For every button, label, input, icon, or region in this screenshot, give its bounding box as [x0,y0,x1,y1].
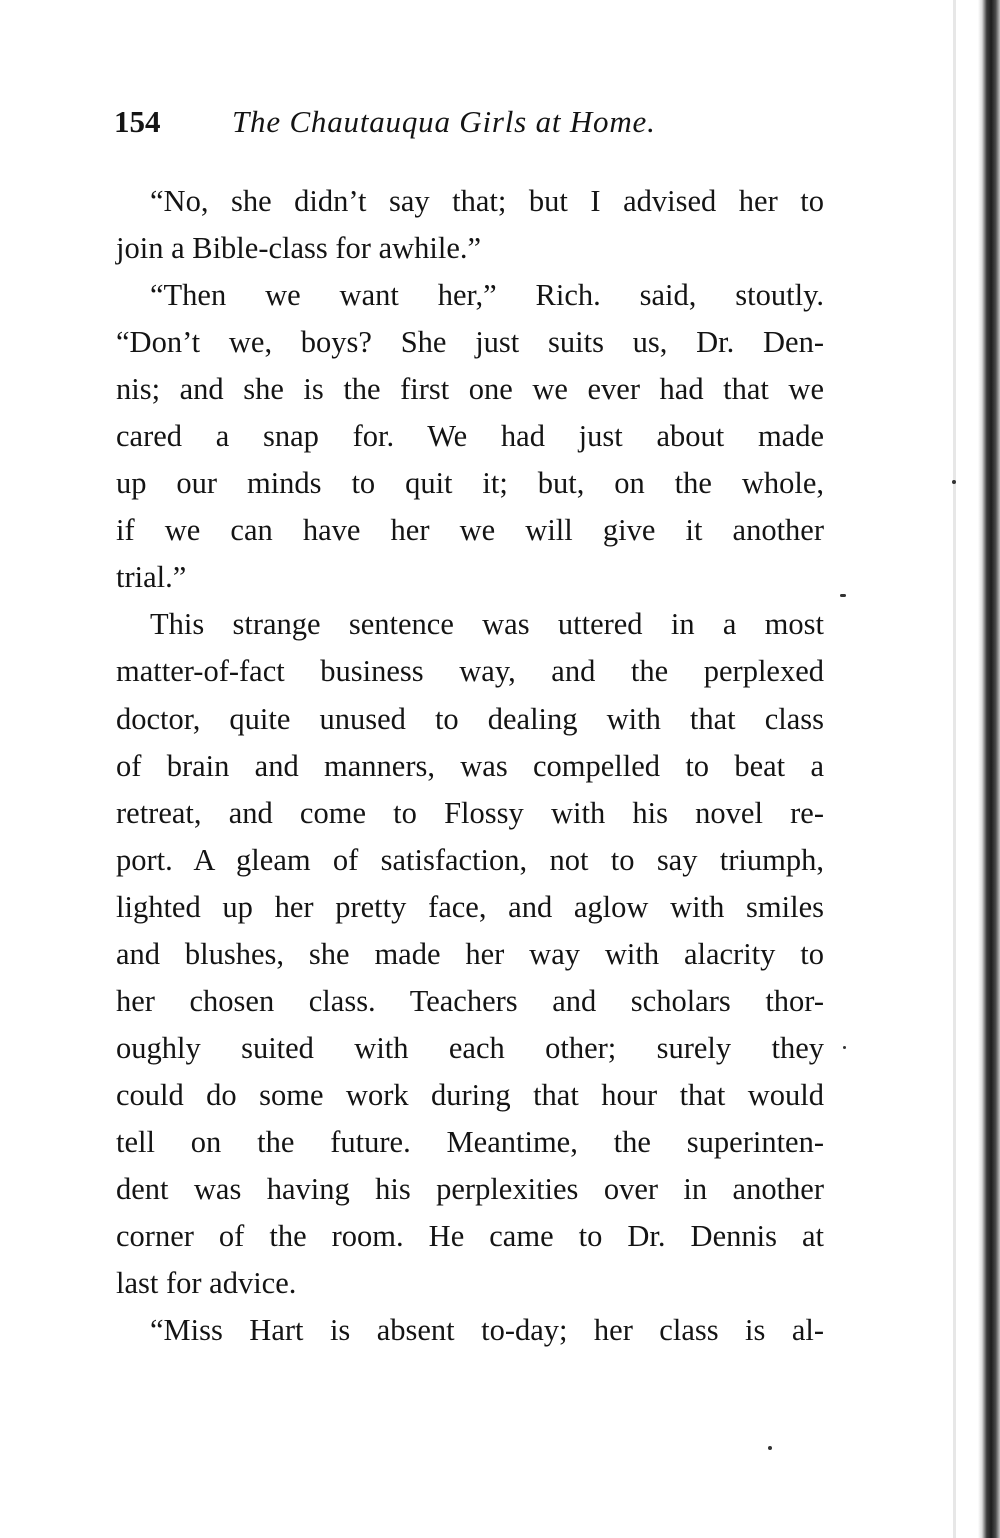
text-line: if we can have her we will give it another [116,513,824,548]
print-speck [840,594,846,597]
text-line: port. A gleam of satisfaction, not to say triumph, [116,842,824,877]
text-line: matter-of-fact business way, and the perplexed [116,654,824,689]
text-line: dent was having his perplexities over in another [116,1171,824,1206]
text-line: “Don’t we, boys? She just suits us, Dr. Den- [116,325,824,360]
text-line: last for advice. [116,1266,297,1301]
body-text [116,178,824,1398]
text-line: “No, she didn’t say that; but I advised her to [150,184,824,218]
text-line: and blushes, she made her way with alacrity to [116,936,824,971]
page-edge-binding [978,0,1000,1538]
page-gutter-shadow [953,0,956,1538]
text-line: her chosen class. Teachers and scholars thor- [116,983,824,1018]
running-head [114,100,834,144]
text-line: could do some work during that hour that would [116,1077,824,1112]
print-speck [843,1046,846,1049]
print-speck [952,480,956,484]
text-line: nis; and she is the first one we ever had that we [116,372,824,407]
text-line: join a Bible-class for awhile.” [116,231,482,266]
text-line: tell on the future. Meantime, the superinten- [116,1124,824,1159]
text-line: up our minds to quit it; but, on the whole, [116,466,824,501]
book-title: The Chautauqua Girls at Home. [232,104,656,139]
text-line: doctor, quite unused to dealing with that class [116,701,824,736]
text-line: “Then we want her,” Rich. said, stoutly. [150,278,824,313]
print-speck [768,1446,772,1450]
text-line: corner of the room. He came to Dr. Dennis at [116,1219,824,1254]
text-line: trial.” [116,560,187,595]
text-line: This strange sentence was uttered in a most [150,607,824,642]
page-number: 154 [114,104,161,139]
text-line: cared a snap for. We had just about made [116,419,824,454]
text-line: oughly suited with each other; surely they [116,1030,824,1065]
text-line: of brain and manners, was compelled to beat a [116,748,824,783]
text-line: “Miss Hart is absent to-day; her class is al- [150,1313,824,1348]
text-line: lighted up her pretty face, and aglow with smiles [116,889,824,924]
text-line: retreat, and come to Flossy with his novel re- [116,795,824,830]
